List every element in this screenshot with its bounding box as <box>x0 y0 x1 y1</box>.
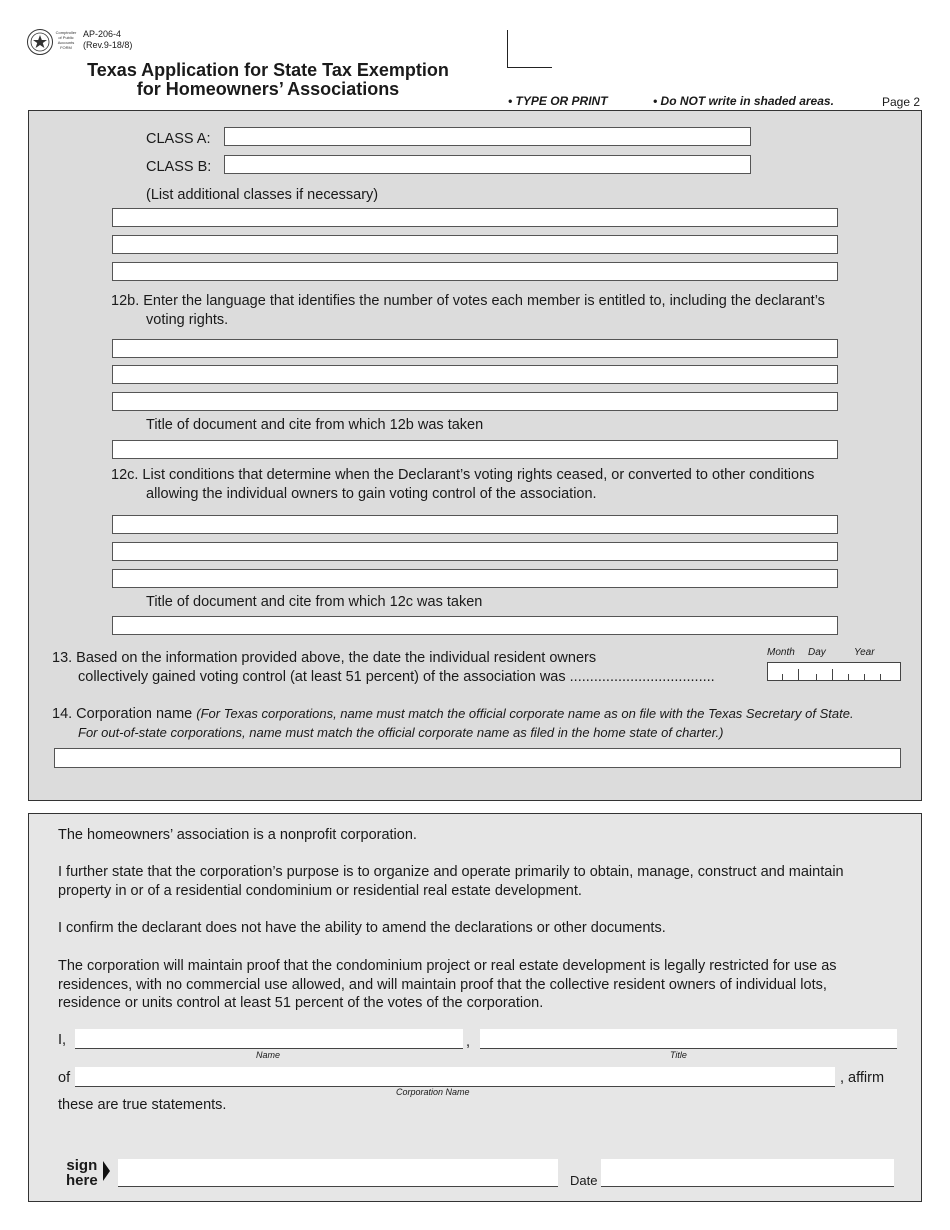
class-a-input[interactable] <box>224 127 751 146</box>
voting-language-input-2[interactable] <box>112 365 838 384</box>
i-label: I, <box>58 1032 67 1048</box>
question-12c-title-label: Title of document and cite from which 12c was taken <box>146 594 483 610</box>
statement-purpose-line-2: property in or of a residential condominium or residential real estate development. <box>58 883 582 899</box>
seal-caption: Comptroller of Public Accounts FORM <box>55 30 77 50</box>
corner-mark <box>507 67 552 68</box>
instruction-shaded-areas: • Do NOT write in shaded areas. <box>653 94 834 108</box>
voting-control-date-input[interactable] <box>767 662 901 681</box>
year-label: Year <box>854 647 875 658</box>
month-label: Month <box>767 647 795 658</box>
sign-here-label <box>66 1158 98 1188</box>
form-number: AP-206-4 <box>83 29 122 39</box>
corporation-name-caption: Corporation Name <box>396 1087 470 1097</box>
statement-purpose-line-1: I further state that the corporation’s purpose is to organize and operate primarily to obtain, manage, construct and maintain <box>58 864 844 880</box>
question-12c-line-1: 12c. List conditions that determine when the Declarant’s voting rights ceased, or converted to other conditions <box>111 467 815 483</box>
corner-mark <box>507 30 508 68</box>
class-b-input[interactable] <box>224 155 751 174</box>
question-12c-line-2: allowing the individual owners to gain voting control of the association. <box>146 486 597 502</box>
instruction-type-or-print: • TYPE OR PRINT <box>508 94 608 108</box>
sign-arrow-icon <box>103 1161 110 1181</box>
question-12b-line-2: voting rights. <box>146 312 229 328</box>
statement-nonprofit: The homeowners’ association is a nonprofit corporation. <box>58 827 417 843</box>
title-line-1: Texas Application for State Tax Exemption <box>87 60 449 80</box>
comma-separator: , <box>466 1034 471 1050</box>
question-12b-line-1: 12b. Enter the language that identifies the number of votes each member is entitled to, including the declarant’s <box>111 293 825 309</box>
signature-date-input[interactable] <box>601 1159 894 1187</box>
title-caption: Title <box>670 1050 687 1060</box>
sign-label: sign <box>66 1157 98 1174</box>
additional-class-input-1[interactable] <box>112 208 838 227</box>
affirm-corporation-name-input[interactable] <box>75 1067 835 1087</box>
question-12b-title-label: Title of document and cite from which 12b was taken <box>146 417 484 433</box>
question-13-line-2: collectively gained voting control (at least 51 percent) of the association was .................................... <box>78 669 715 685</box>
title-line-2: for Homeowners’ Associations <box>136 79 400 99</box>
statement-proof-line-3: residence or units control at least 51 percent of the votes of the corporation. <box>58 995 544 1011</box>
title-input[interactable] <box>480 1029 897 1049</box>
voting-language-input-1[interactable] <box>112 339 838 358</box>
statement-proof-line-2: residences, with no commercial use allowed, and will maintain proof that the collective resident owners of individual lots, <box>58 977 827 993</box>
additional-classes-note: (List additional classes if necessary) <box>146 187 379 203</box>
name-input[interactable] <box>75 1029 463 1049</box>
form-revision: (Rev.9-18/8) <box>83 40 133 50</box>
comptroller-seal-icon <box>27 29 53 55</box>
signature-input[interactable] <box>118 1159 558 1187</box>
question-13-line-1: 13. Based on the information provided above, the date the individual resident owners <box>52 650 597 666</box>
question-14-note-2: For out-of-state corporations, name must match the official corporate name as filed in the home state of charter.) <box>78 725 724 740</box>
date-label: Date <box>570 1173 598 1188</box>
form-code <box>83 29 132 51</box>
voting-conditions-input-3[interactable] <box>112 569 838 588</box>
additional-class-input-3[interactable] <box>112 262 838 281</box>
voting-conditions-input-2[interactable] <box>112 542 838 561</box>
name-caption: Name <box>256 1050 281 1060</box>
question-14-text: 14. Corporation name <box>52 706 193 722</box>
document-cite-12b-input[interactable] <box>112 440 838 459</box>
day-label: Day <box>808 647 826 658</box>
question-14-label <box>52 705 854 723</box>
document-cite-12c-input[interactable] <box>112 616 838 635</box>
voting-language-input-3[interactable] <box>112 392 838 411</box>
true-statements-text: these are true statements. <box>58 1097 227 1113</box>
statement-proof-line-1: The corporation will maintain proof that the condominium project or real estate development is legally restricted for use as <box>58 958 837 974</box>
voting-conditions-input-1[interactable] <box>112 515 838 534</box>
here-label: here <box>66 1172 98 1189</box>
page-number: Page 2 <box>882 95 921 109</box>
additional-class-input-2[interactable] <box>112 235 838 254</box>
class-a-label: CLASS A: <box>146 131 211 147</box>
statement-declarant: I confirm the declarant does not have the ability to amend the declarations or other documents. <box>58 920 666 936</box>
corporation-name-input[interactable] <box>54 748 901 768</box>
affirm-label: , affirm <box>840 1070 885 1086</box>
class-b-label: CLASS B: <box>146 159 212 175</box>
question-14-note-1: (For Texas corporations, name must match the official corporate name as on file with the Texas Secretary of State. <box>196 706 854 721</box>
page-title <box>60 61 476 99</box>
of-label: of <box>58 1070 71 1086</box>
